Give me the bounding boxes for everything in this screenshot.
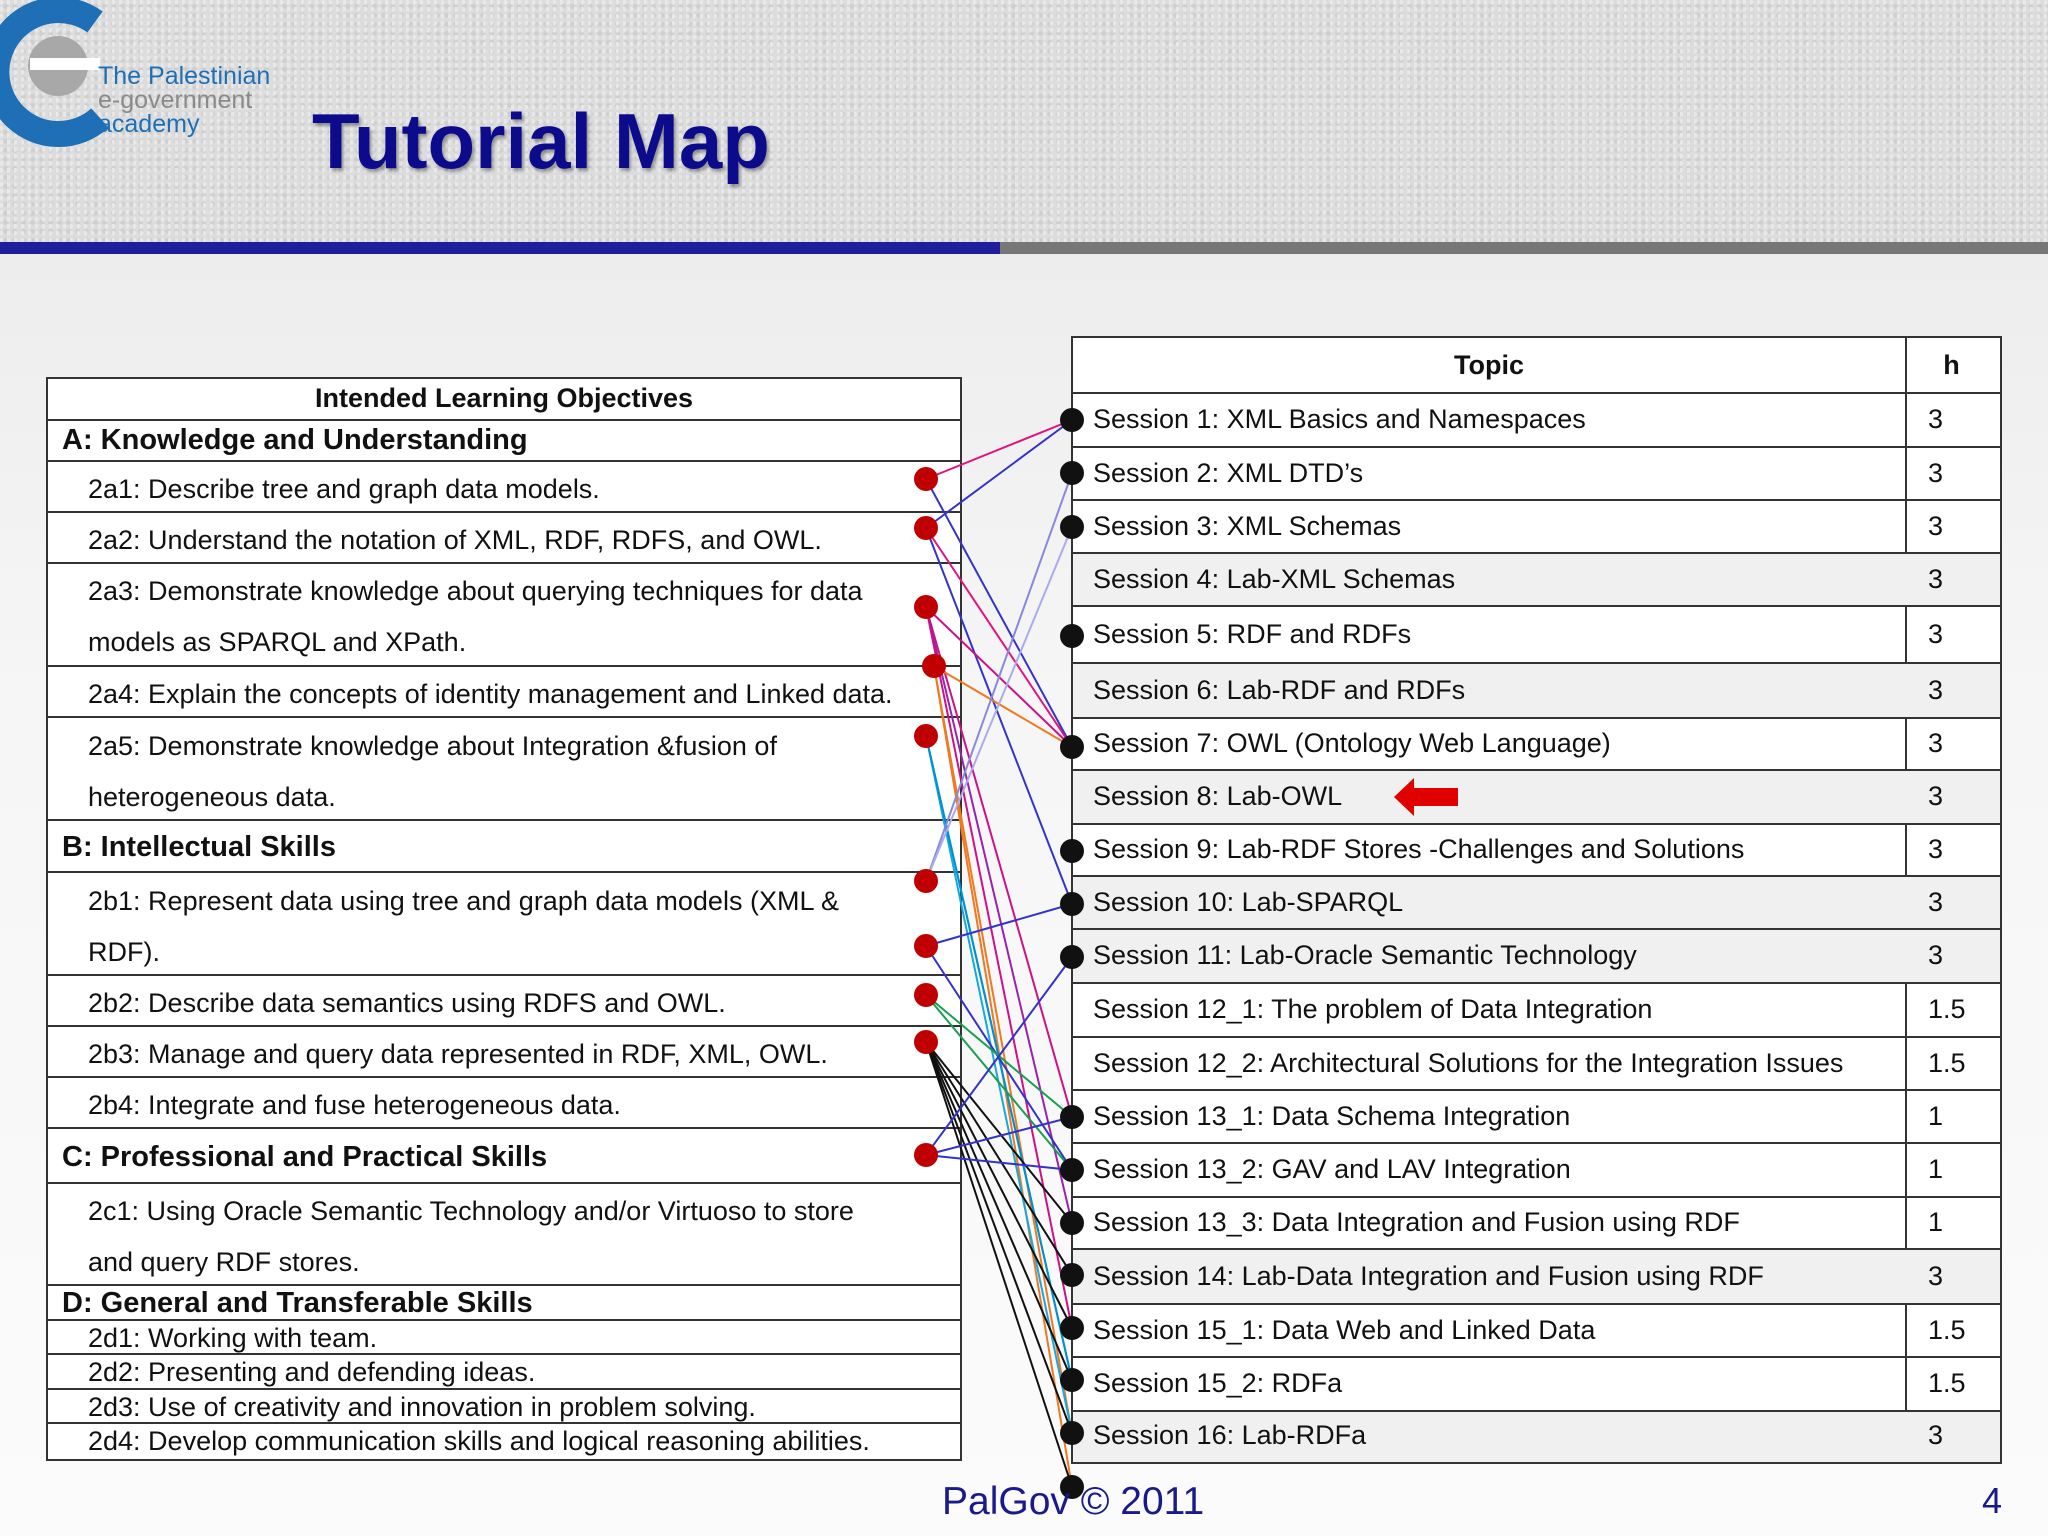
topic-name: Session 5: RDF and RDFs [1093, 619, 1412, 649]
topic-hours: 3 [1928, 781, 1944, 811]
objective-2d2: 2d2: Presenting and defending ideas. [88, 1357, 536, 1387]
footer-copyright: PalGov © 2011 [942, 1480, 1205, 1523]
slide-title: Tutorial Map [312, 97, 770, 185]
objective-2c1-line1: 2c1: Using Oracle Semantic Technology and/or Virtuoso to store [88, 1196, 854, 1226]
topic-marker [1060, 461, 1084, 485]
objective-marker [914, 869, 938, 893]
objective-marker [914, 934, 938, 958]
topic-hours: 1 [1928, 1101, 1944, 1131]
objective-2c1-line2: and query RDF stores. [88, 1247, 360, 1277]
objective-2d1: 2d1: Working with team. [88, 1323, 378, 1353]
topic-marker [1060, 408, 1084, 432]
objective-2d3: 2d3: Use of creativity and innovation in problem solving. [88, 1392, 756, 1422]
topic-marker [1060, 624, 1084, 648]
topic-name: Session 2: XML DTD’s [1093, 458, 1364, 488]
topic-hours: 1.5 [1928, 1048, 1966, 1078]
topic-name: Session 12_2: Architectural Solutions for the Integration Issues [1093, 1048, 1844, 1078]
topic-name: Session 14: Lab-Data Integration and Fusion using RDF [1093, 1261, 1764, 1291]
connector-line [926, 607, 1072, 1223]
topic-name: Session 11: Lab-Oracle Semantic Technology [1093, 940, 1637, 970]
objective-2a3-line1: 2a3: Demonstrate knowledge about querying techniques for data [88, 576, 863, 606]
topic-marker [1060, 735, 1084, 759]
objective-2b1-line2: RDF). [88, 937, 160, 967]
topic-name: Session 16: Lab-RDFa [1093, 1420, 1367, 1450]
logo-line-2: e-government [98, 86, 253, 114]
topic-marker [1060, 1263, 1084, 1287]
objective-2a5-line1: 2a5: Demonstrate knowledge about Integration &fusion of [88, 731, 777, 761]
objective-2a2: 2a2: Understand the notation of XML, RDF, RDFS, and OWL. [88, 525, 822, 555]
topic-hours: 3 [1928, 619, 1944, 649]
objective-marker [914, 595, 938, 619]
connector-line [926, 1042, 1072, 1487]
connector-line [926, 1042, 1072, 1380]
topic-marker [1060, 945, 1084, 969]
objective-marker [914, 983, 938, 1007]
section-c-label: C: Professional and Practical Skills [62, 1141, 548, 1173]
objective-2a4: 2a4: Explain the concepts of identity management and Linked data. [88, 679, 893, 709]
topic-name: Session 6: Lab-RDF and RDFs [1093, 675, 1466, 705]
connector-line [926, 1042, 1072, 1433]
topic-hours: 1 [1928, 1154, 1944, 1184]
topic-hours: 3 [1928, 564, 1944, 594]
topic-hours: 3 [1928, 940, 1944, 970]
topic-name: Session 4: Lab-XML Schemas [1093, 564, 1456, 594]
topic-hours: 3 [1928, 675, 1944, 705]
objective-2b2: 2b2: Describe data semantics using RDFS and OWL. [88, 988, 726, 1018]
topic-hours: 1.5 [1928, 1368, 1966, 1398]
section-b-label: B: Intellectual Skills [62, 831, 336, 863]
topic-name: Session 7: OWL (Ontology Web Language) [1093, 728, 1611, 758]
objective-2b3: 2b3: Manage and query data represented in RDF, XML, OWL. [88, 1039, 828, 1069]
page-number: 4 [1982, 1480, 2003, 1521]
topic-name: Session 13_3: Data Integration and Fusion using RDF [1093, 1207, 1740, 1237]
topic-name: Session 13_1: Data Schema Integration [1093, 1101, 1571, 1131]
connector-line [926, 473, 1072, 881]
topic-hours: 1.5 [1928, 994, 1966, 1024]
connector-line [926, 420, 1072, 528]
topic-hours: 1.5 [1928, 1315, 1966, 1345]
topic-marker [1060, 839, 1084, 863]
topic-hours: 3 [1928, 887, 1944, 917]
objective-2a5-line2: heterogeneous data. [88, 782, 336, 812]
topic-hours: 3 [1928, 1261, 1944, 1291]
topic-column-header: Topic [1454, 350, 1524, 380]
objective-2d4: 2d4: Develop communication skills and logical reasoning abilities. [88, 1426, 870, 1456]
topic-hours: 3 [1928, 511, 1944, 541]
topic-name: Session 1: XML Basics and Namespaces [1093, 404, 1586, 434]
topic-name: Session 10: Lab-SPARQL [1093, 887, 1404, 917]
topic-marker [1060, 1421, 1084, 1445]
logo-line-3: academy [98, 110, 200, 138]
topic-name: Session 9: Lab-RDF Stores -Challenges and Solutions [1093, 834, 1745, 864]
topic-name: Session 12_1: The problem of Data Integration [1093, 994, 1653, 1024]
section-a-label: A: Knowledge and Understanding [62, 424, 528, 456]
section-d-label: D: General and Transferable Skills [62, 1287, 533, 1319]
current-session-arrow-icon [1394, 778, 1458, 816]
topic-marker [1060, 1211, 1084, 1235]
objective-2a3-line2: models as SPARQL and XPath. [88, 627, 467, 657]
objective-marker [914, 1030, 938, 1054]
objectives-header: Intended Learning Objectives [314, 383, 694, 413]
objective-marker [914, 1143, 938, 1167]
objective-marker [914, 516, 938, 540]
objective-2b4: 2b4: Integrate and fuse heterogeneous data. [88, 1090, 621, 1120]
objective-marker [914, 724, 938, 748]
topic-hours: 3 [1928, 458, 1944, 488]
topic-marker [1060, 1316, 1084, 1340]
topic-marker [1060, 1368, 1084, 1392]
connector-line [926, 607, 1072, 1117]
topic-name: Session 15_1: Data Web and Linked Data [1093, 1315, 1596, 1345]
objective-2b1-line1: 2b1: Represent data using tree and graph data models (XML & [88, 886, 839, 916]
topic-name: Session 13_2: GAV and LAV Integration [1093, 1154, 1571, 1184]
connector-line [926, 527, 1072, 881]
topic-hours: 1 [1928, 1207, 1944, 1237]
connector-line [926, 479, 1072, 747]
connector-line [926, 420, 1072, 479]
objective-marker [922, 654, 946, 678]
topic-name: Session 15_2: RDFa [1093, 1368, 1343, 1398]
topic-hours: 3 [1928, 834, 1944, 864]
topic-marker [1060, 892, 1084, 916]
topic-marker [1060, 1158, 1084, 1182]
topic-hours: 3 [1928, 728, 1944, 758]
objective-2a1: 2a1: Describe tree and graph data models. [88, 474, 600, 504]
connector-line [926, 995, 1072, 1170]
hours-column-header: h [1943, 350, 1960, 380]
topic-name: Session 3: XML Schemas [1093, 511, 1402, 541]
connector-line [926, 957, 1072, 1155]
objective-marker [914, 467, 938, 491]
topic-marker [1060, 1105, 1084, 1129]
connector-line [926, 904, 1072, 946]
topic-hours: 3 [1928, 1420, 1944, 1450]
topic-marker [1060, 515, 1084, 539]
topic-hours: 3 [1928, 404, 1944, 434]
logo-line-1: The Palestinian [98, 62, 271, 90]
topic-name: Session 8: Lab-OWL [1093, 781, 1343, 811]
